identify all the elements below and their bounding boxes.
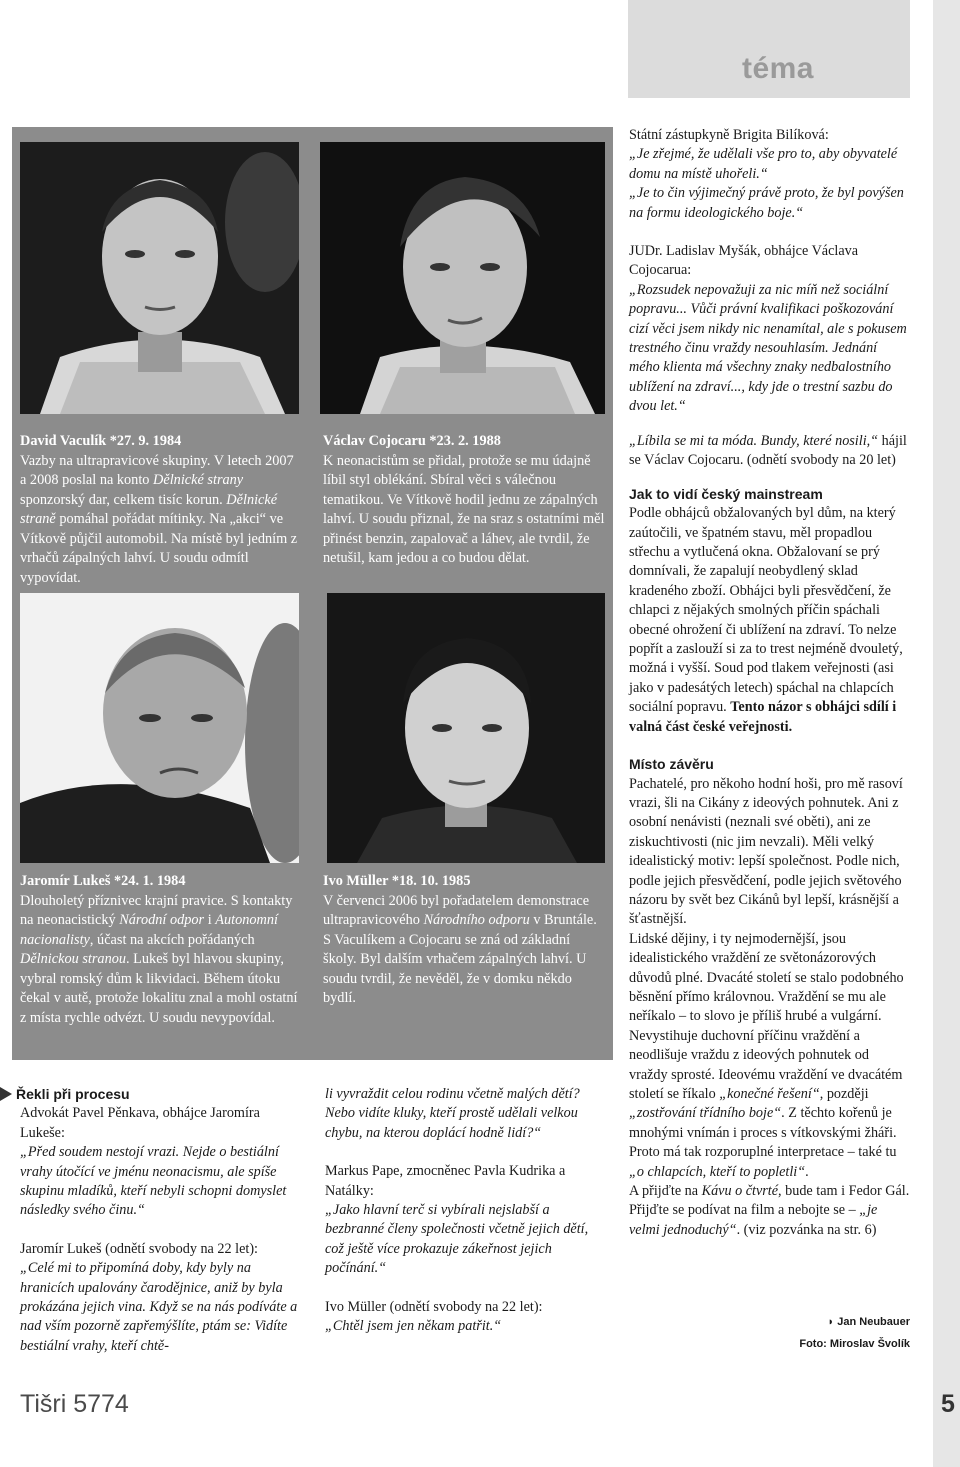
quote-text: li vyvraždit celou rodinu včetně malých dětí? Nebo vidíte kluky, kteří prostě udělali velkou chybu, na kterou doplácí hodně lidí?“ — [325, 1086, 580, 1141]
photo-cojocaru — [320, 142, 605, 414]
photo-lukes — [20, 593, 299, 863]
quote-text: „Rozsudek nepovažuji za nic míň než sociální popravu... Vůči právní kvalifikaci poškozování cizí věci jsem nikdy nic nenamítal, ale s pokusem trestného činu vraždy nesouhlasím. Jednání mého klienta má všechny znaky nedbalostního ublížení na zdraví..., kdy jde o trestní sazbu do dvou let.“ — [629, 281, 907, 415]
section-heading: Jak to vidí český mainstream — [629, 485, 823, 502]
section-title: téma — [741, 52, 814, 85]
cojocaru-quote-attribution: hájil se Václav Cojocaru. (odnětí svobody na 20 let) — [629, 433, 907, 469]
photo-vaculik — [20, 142, 299, 414]
author-credit — [828, 1316, 910, 1328]
caption-text: V červenci 2006 byl pořadatelem demonstrace ultrapravicového — [323, 892, 590, 928]
quote-text: „Je zřejmé, že udělali vše pro to, aby obyvatelé domu na místě uhořeli.“ — [629, 146, 898, 182]
caption-text: . Lukeš byl hlavou skupiny, vybral romský dům k likvidaci. Během útoku čekal v autě, protože lokalitu znal a mohl ostatní z místa rychle odvézt. U soudu nevypovídal. — [20, 951, 298, 1026]
trial-quotes-top — [629, 126, 911, 417]
quote-text: „Chtěl jsem jen někam patřit.“ — [325, 1318, 502, 1335]
cojocaru-quote: „Líbila se mi ta móda. Bundy, které nosili,“ — [629, 433, 879, 449]
article-right-column — [629, 432, 911, 1240]
photo-muller — [327, 593, 605, 863]
caption-text: Dělnické straně — [20, 491, 278, 527]
caption-text: i — [204, 912, 216, 928]
caption-text: Dělnickou stranou — [20, 951, 127, 967]
quote-speaker: Ivo Müller (odnětí svobody na 22 let): — [325, 1298, 543, 1315]
quote-speaker: JUDr. Ladislav Myšák, obhájce Václava Cojocarua: — [629, 243, 859, 279]
caption-cojocaru — [323, 432, 605, 569]
quote-text: „Jako hlavní terč si vybírali nejslabší a bezbranné členy společnosti včetně jejich dětí, což ještě více prokazuje zákeřnost jejich počínání.“ — [325, 1202, 589, 1277]
issue-label: Tišri 5774 — [20, 1390, 129, 1418]
caption-name: David Vaculík *27. 9. 1984 — [20, 433, 182, 449]
section-heading: Místo závěru — [629, 756, 714, 773]
caption-name: Jaromír Lukeš *24. 1. 1984 — [20, 873, 186, 889]
quote-speaker: Advokát Pavel Pěnkava, obhájce Jaromíra Lukeše: — [20, 1105, 260, 1141]
zaver-paragraph: Lidské dějiny, i ty nejmodernější, jsou idealistického vraždění ze světonázorových důvodů plné. Dvacáté století se stalo podobného běsnění přímo královnou. Vraždění se mu ale neříkalo – to slovo je příliš hrubé a vulgární. Nevystihuje duchovní příčinu vraždění a neodlišuje vraždu z ideových pohnutek od vraždy sprosté. Ideovému vraždění ve dvacátém století se říkalo „konečné řešení“, později „zostřování třídního boje“. Z těchto kořenů je mnohými vnímán i proces s vítkovskými žháři. Proto má tak rozporuplné interpretace – také tu „o chlapcích, kteří to popletli“. — [629, 930, 904, 1180]
caption-text: Dlouholetý příznivec krajní pravice. S kontakty na neonacistický — [20, 892, 293, 928]
trial-quotes-middle — [325, 1085, 607, 1336]
quote-text: „Celé mi to připomíná doby, kdy byly na hranicích upalovány čarodějnice, aniž by byla prokázána jejich vina. Když se na nás podíváte a nad vším pozorně zapřemýšlíte, ptám se: Vidíte bestiální vrahy, kteří chtě- — [20, 1260, 298, 1354]
mainstream-bold: Tento názor s obhájci sdílí i valná část české veřejnosti. — [629, 699, 897, 735]
author-name: Jan Neubauer — [837, 1316, 910, 1328]
quote-speaker: Markus Pape, zmocněnec Pavla Kudrika a Natálky: — [325, 1163, 566, 1199]
caption-text: Vazby na ultrapravicové skupiny. V letech 2007 a 2008 poslal na konto — [20, 452, 294, 488]
page-edge-strip — [933, 0, 960, 1467]
trial-quotes-left — [16, 1085, 302, 1356]
quote-text: „Před soudem nestojí vrazi. Nejde o bestiální vrahy útočící ve jménu neonacismu, ale spíše skupinu mladíků, kteří nebyli schopni domyslet následky svého činu.“ — [20, 1144, 287, 1219]
section-header — [628, 0, 910, 98]
caption-text: Dělnické strany — [153, 472, 244, 488]
photo-credit: Foto: Miroslav Švolík — [799, 1338, 910, 1350]
section-heading: Řekli při procesu — [0, 1085, 302, 1104]
quote-speaker: Jaromír Lukeš (odnětí svobody na 22 let): — [20, 1240, 258, 1257]
caption-text: Národního odporu — [423, 912, 530, 928]
quote-speaker: Státní zástupkyně Brigita Bilíková: — [629, 127, 829, 143]
quote-text: „Je to čin výjimečný právě proto, že byl povýšen na formu ideologického boje.“ — [629, 185, 904, 221]
caption-text: K neonacistům se přidal, protože se mu údajně líbil styl oblékání. Sbíral věci s válečnou tematikou. Ve Vítkově hodil jednu ze zápalných lahví. U soudu přiznal, že na sraz s ostatními měl přinést benzin, zapalovač a láhev, ale tvrdil, že netušil, kam jedou a co budou dělat. — [323, 452, 605, 566]
arrow-icon — [0, 1087, 12, 1101]
author-marker-icon: ◗ — [827, 1316, 838, 1328]
mainstream-text: Podle obhájců obžalovaných byl dům, na který zaútočili, ve špatném stavu, měl propadlou střechu a vytlučená okna. Obžalovaní se prý domnívali, že zapalují neobydlený sklad kradeného zboží. Obhájci byli přesvědčení, že chlapci z nějakých smolných příčin spáchali obecné ohrožení či ublížení na zdraví. To nelze popřít a zaslouží si za to trest nejméně dvouletý, možná i vyšší. Soud pod tlakem veřejnosti (asi jako v padesátých letech) spáchal na chlapcích sociální popravu. — [629, 505, 903, 716]
zaver-paragraph: Pachatelé, pro někoho hodní hoši, pro mě rasoví vrazi, šli na Cikány z ideových pohnutek. Ani z osobní nenávisti (neznali své oběti), ani ze ziskuchtivosti (nic jim nevzali). Měli velký idealistický motiv: lepší společnost. Podle nich, podle jejich přesvědčení, podle jejich světového názoru by svět bez Cikánů byl lepší, krásnější a šťastnější. — [629, 775, 903, 928]
caption-text: , účast na akcích pořádaných — [89, 931, 255, 948]
caption-lukes — [20, 872, 298, 1028]
caption-text: Národní odpor — [119, 912, 205, 928]
caption-name: Václav Cojocaru *23. 2. 1988 — [323, 433, 501, 449]
page-number: 5 — [941, 1390, 955, 1418]
caption-muller — [323, 872, 605, 1009]
caption-name: Ivo Müller *18. 10. 1985 — [323, 873, 471, 889]
caption-text: sponzorský dar, celkem tisíc korun. — [20, 491, 227, 508]
caption-text: pomáhal pořádat mítinky. Na „akci“ ve Vítkově půjčil automobil. Na místě byl jedním z vrhačů zápalných lahví. U soudu odmítl vypovídat. — [20, 511, 298, 586]
caption-text: Autonomní nacionalisty — [20, 912, 278, 948]
caption-vaculik — [20, 432, 298, 588]
caption-text: v Bruntále. S Vaculíkem a Cojocaru se zná od základní školy. Byl dalším vrhačem zápalných lahví. U soudu tvrdil, že nevěděl, že v domku někdo bydlí. — [323, 912, 597, 1006]
zaver-paragraph: A přijďte na Kávu o čtvrté, bude tam i Fedor Gál. Přijďte se podívat na film a nebojte se – „je velmi jednoduchý“. (viz pozvánka na str. 6) — [629, 1183, 910, 1238]
